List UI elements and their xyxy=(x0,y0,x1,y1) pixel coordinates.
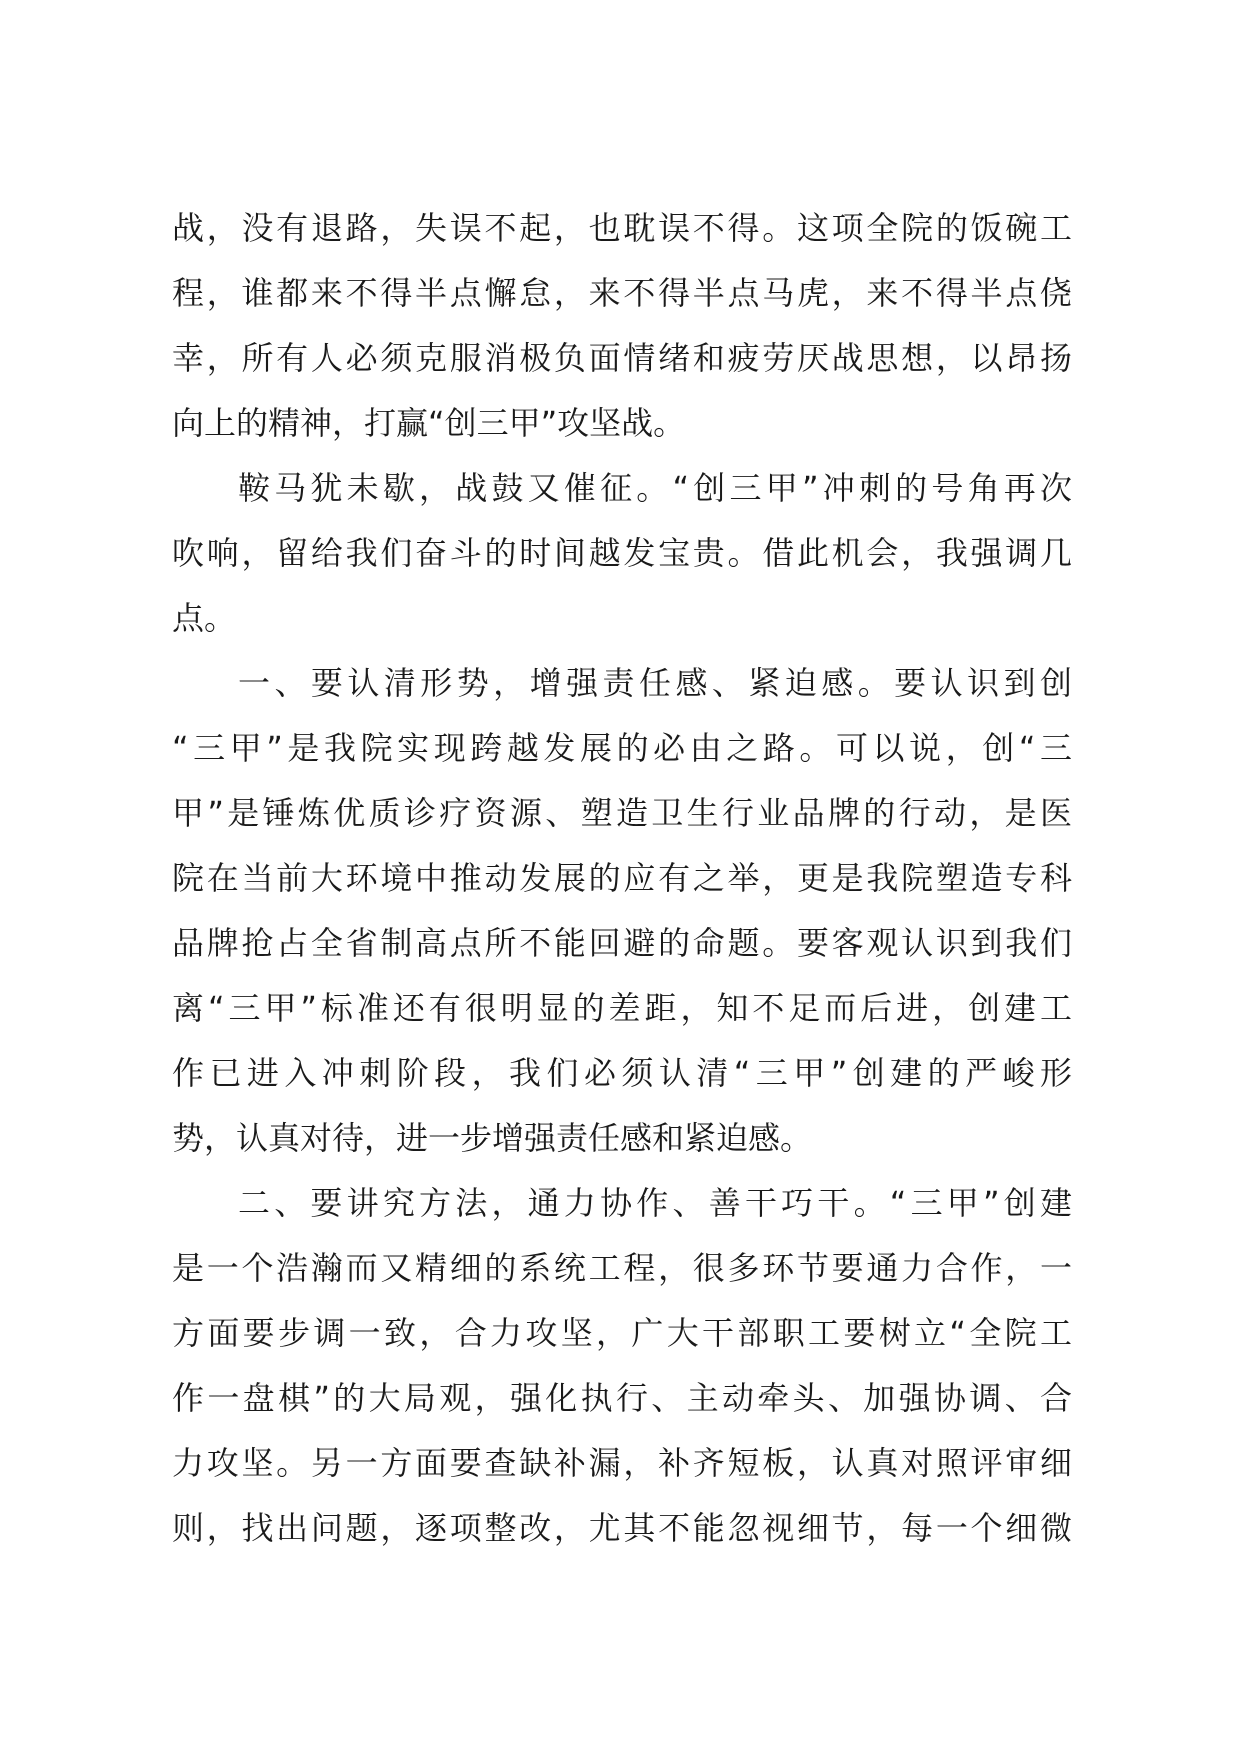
paragraph-3 xyxy=(172,651,1072,1171)
paragraph-line: “三甲”是我院实现跨越发展的必由之路。可以说，创“三 xyxy=(172,729,1072,767)
paragraph-line: 幸，所有人必须克服消极负面情绪和疲劳厌战思想，以昂扬 xyxy=(172,339,1072,377)
paragraph-line: 点。 xyxy=(172,599,237,637)
paragraph-line: 作一盘棋”的大局观，强化执行、主动牵头、加强协调、合 xyxy=(172,1379,1072,1417)
paragraph-line: 方面要步调一致，合力攻坚，广大干部职工要树立“全院工 xyxy=(172,1314,1072,1352)
paragraph-line: 战，没有退路，失误不起，也耽误不得。这项全院的饭碗工 xyxy=(172,209,1072,247)
paragraph-line: 吹响，留给我们奋斗的时间越发宝贵。借此机会，我强调几 xyxy=(172,534,1072,572)
paragraph-line: 力攻坚。另一方面要查缺补漏，补齐短板，认真对照评审细 xyxy=(172,1444,1072,1482)
paragraph-line: 离“三甲”标准还有很明显的差距，知不足而后进，创建工 xyxy=(172,989,1072,1027)
paragraph-4 xyxy=(172,1171,1072,1561)
paragraph-line: 作已进入冲刺阶段，我们必须认清“三甲”创建的严峻形 xyxy=(172,1054,1072,1092)
document-body xyxy=(172,196,1072,1561)
paragraph-2 xyxy=(172,456,1072,651)
paragraph-line: 则，找出问题，逐项整改，尤其不能忽视细节，每一个细微 xyxy=(172,1509,1072,1547)
paragraph-line: 势，认真对待，进一步增强责任感和紧迫感。 xyxy=(172,1119,813,1157)
paragraph-line: 甲”是锤炼优质诊疗资源、塑造卫生行业品牌的行动，是医 xyxy=(172,794,1072,832)
paragraph-line: 品牌抢占全省制高点所不能回避的命题。要客观认识到我们 xyxy=(172,924,1072,962)
paragraph-line: 鞍马犹未歇，战鼓又催征。“创三甲”冲刺的号角再次 xyxy=(238,469,1072,507)
paragraph-1 xyxy=(172,196,1072,456)
paragraph-line: 是一个浩瀚而又精细的系统工程，很多环节要通力合作，一 xyxy=(172,1249,1072,1287)
paragraph-line: 向上的精神，打赢“创三甲”攻坚战。 xyxy=(172,404,686,442)
paragraph-line: 院在当前大环境中推动发展的应有之举，更是我院塑造专科 xyxy=(172,859,1072,897)
paragraph-line: 二、要讲究方法，通力协作、善干巧干。“三甲”创建 xyxy=(238,1184,1072,1222)
paragraph-line: 一、要认清形势，增强责任感、紧迫感。要认识到创 xyxy=(238,664,1072,702)
paragraph-line: 程，谁都来不得半点懈怠，来不得半点马虎，来不得半点侥 xyxy=(172,274,1072,312)
